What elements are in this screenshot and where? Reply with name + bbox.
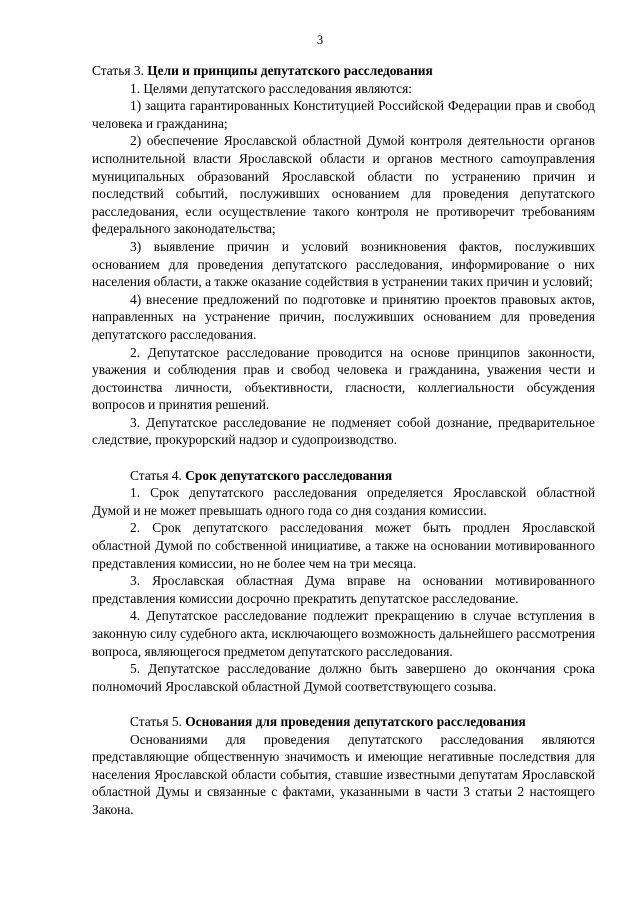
paragraph: 4. Депутатское расследование подлежит прекращению в случае вступления в законную силу судебного акта, исключающего возможность дальнейшего рассмотрения вопроса, являющегося предметом депутатского расследования. (92, 608, 595, 659)
paragraph: 2) обеспечение Ярославской областной Думой контроля деятельности органов исполнительной власти Ярославской области и органов местного саmоуправления муниципальных образований Ярославской области по устранению причин и последствий событий, послуживших основанием для проведения депутатского расследования, если осуществление такого контроля не противоречит требованиям федерального законодательства; (92, 133, 595, 237)
paragraph: 3) выявление причин и условий возникновения фактов, послуживших основанием для проведения депутатского расследования, информирование о них населения области, а также оказание содействия в устранении таких причин и условий; (92, 238, 595, 290)
article-label: Статья 5. (130, 713, 182, 729)
article-title: Срок депутатского расследования (185, 467, 393, 483)
article-4 (92, 467, 595, 696)
spacer (92, 695, 595, 713)
paragraph: 5. Депутатское расследование должно быть завершено до окончания срока полномочий Ярославской областной Думой соответствующего созыва. (92, 661, 595, 694)
paragraph: 4) внесение предложений по подготовке и принятию проектов правовых актов, направленных на устранение причин, послуживших основанием для проведения депутатского расследования. (92, 291, 595, 342)
article-heading (92, 467, 595, 485)
article-label: Статья 4. (130, 467, 182, 483)
article-heading (92, 713, 595, 731)
article-title: Основания для проведения депутатского расследования (185, 713, 526, 729)
article-label: Статья 3. (92, 63, 144, 78)
paragraph: 1. Целями депутатского расследования являются: (130, 80, 412, 96)
spacer (92, 449, 595, 467)
article-title: Цели и принципы депутатского расследования (147, 63, 433, 78)
article-heading (92, 62, 595, 80)
paragraph: 3. Ярославская областная Дума вправе на основании мотивированного представления комиссии досрочно прекратить депутатское расследование. (92, 573, 595, 606)
article-3 (92, 62, 595, 449)
paragraph: 2. Срок депутатского расследования может быть продлен Ярославской областной Думой по собственной инициативе, а также на основании мотивированного представления комиссии, но не более чем на три месяца. (92, 520, 595, 571)
paragraph: Основаниями для проведения депутатского расследования являются представляющие общественную значимость и имеющие негативные последствия для населения Ярославской области события, ставшие известными депутатам Ярославской областной Думы и связанные с фактами, указанными в части 3 статьи 2 настоящего Закона. (92, 731, 595, 817)
paragraph: 1. Срок депутатского расследования определяется Ярославской областной Думой и не может превышать одного года со дня создания комиссии. (92, 485, 595, 518)
paragraph: 2. Депутатское расследование проводится на основе принципов законности, уважения и соблюдения прав и свобод человека и гражданина, уважения чести и достоинства личности, объективности, гласности, коллегиальности обсуждения вопросов и принятия решений. (92, 344, 595, 413)
paragraph: 3. Депутатское расследование не подменяет собой дознание, предварительное следствие, прокурорский надзор и судопроизводство. (92, 414, 595, 448)
document-body (92, 62, 595, 819)
page-number: 3 (316, 33, 324, 47)
paragraph: 1) защита гарантированных Конституцией Российской Федерации прав и свобод человека и гражданина; (92, 98, 595, 131)
article-5 (92, 713, 595, 819)
